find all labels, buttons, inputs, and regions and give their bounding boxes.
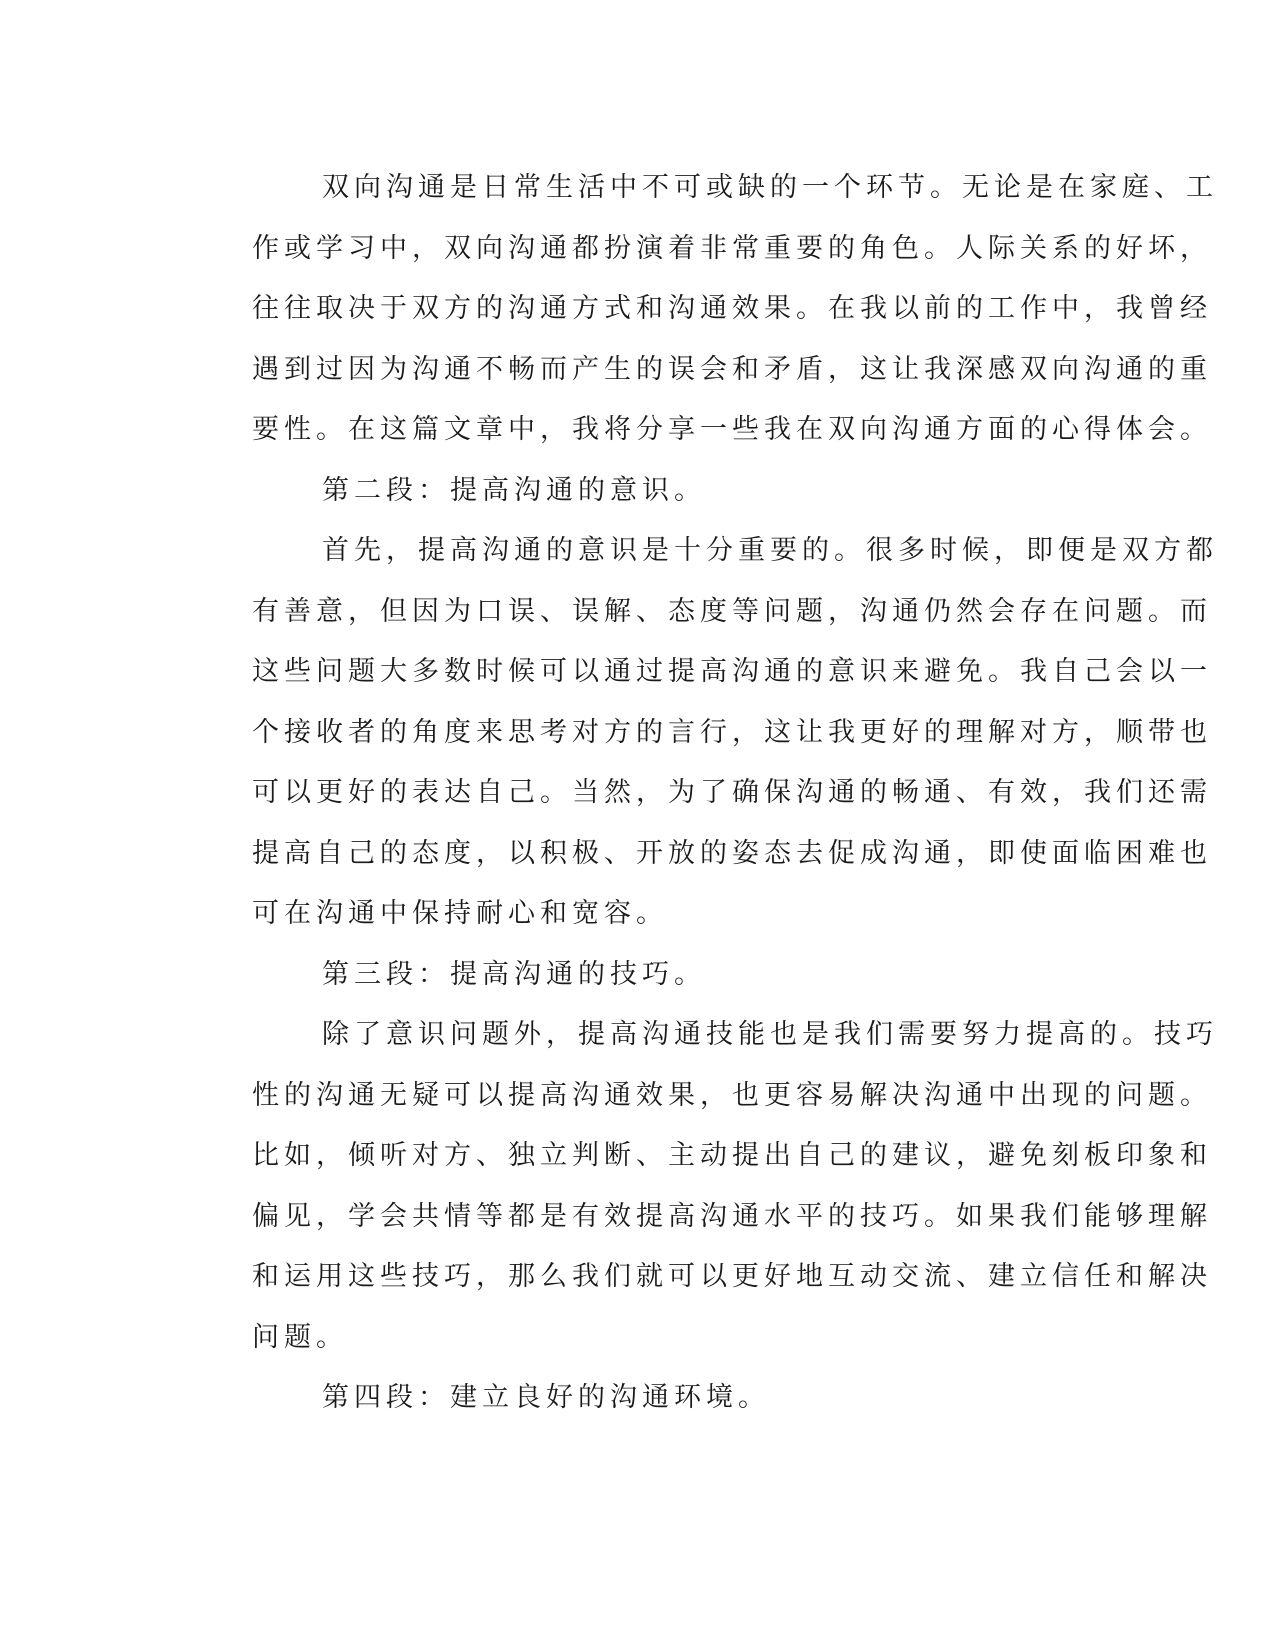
text-line: 比如，倾听对方、独立判断、主动提出自己的建议，避免刻板印象和 (252, 1140, 1212, 1171)
text-line: 可在沟通中保持耐心和宽容。 (252, 898, 668, 929)
paragraph-skills (182, 1005, 1218, 1368)
text-line: 个接收者的角度来思考对方的言行，这让我更好的理解对方，顺带也 (252, 716, 1212, 748)
text-line: 除了意识问题外，提高沟通技能也是我们需要努力提高的。技巧 (322, 1019, 1218, 1050)
section-heading-3 (182, 945, 1038, 1006)
text-line: 偏见，学会共情等都是有效提高沟通水平的技巧。如果我们能够理解 (252, 1200, 1212, 1232)
text-line: 要性。在这篇文章中，我将分享一些我在双向沟通方面的心得体会。 (252, 414, 1212, 445)
text-line: 可以更好的表达自己。当然，为了确保沟通的畅通、有效，我们还需 (252, 777, 1212, 808)
text-line: 遇到过因为沟通不畅而产生的误会和矛盾，这让我深感双向沟通的重 (252, 353, 1212, 385)
heading-text: 第二段：提高沟通的意识。 (322, 474, 706, 506)
text-line: 作或学习中，双向沟通都扮演着非常重要的角色。人际关系的好坏， (252, 232, 1212, 264)
text-line: 提高自己的态度，以积极、开放的姿态去促成沟通，即使面临困难也 (252, 837, 1212, 869)
text-line: 首先，提高沟通的意识是十分重要的。很多时候，即便是双方都 (322, 535, 1218, 566)
text-line: 双向沟通是日常生活中不可或缺的一个环节。无论是在家庭、工 (322, 172, 1218, 203)
section-heading-2 (182, 461, 1038, 522)
paragraph-awareness (182, 521, 1218, 945)
intro-paragraph (182, 158, 1218, 461)
text-line: 有善意，但因为口误、误解、态度等问题，沟通仍然会存在问题。而 (252, 595, 1212, 627)
text-line: 性的沟通无疑可以提高沟通效果，也更容易解决沟通中出现的问题。 (252, 1079, 1212, 1111)
text-line: 往往取决于双方的沟通方式和沟通效果。在我以前的工作中，我曾经 (252, 293, 1212, 324)
text-line: 和运用这些技巧，那么我们就可以更好地互动交流、建立信任和解决 (252, 1261, 1212, 1292)
text-line: 这些问题大多数时候可以通过提高沟通的意识来避免。我自己会以一 (252, 656, 1212, 687)
text-line: 问题。 (252, 1321, 348, 1353)
document-body (182, 158, 1218, 1429)
heading-text: 第三段：提高沟通的技巧。 (322, 958, 706, 990)
heading-text: 第四段：建立良好的沟通环境。 (322, 1382, 770, 1413)
section-heading-4 (182, 1368, 1038, 1429)
